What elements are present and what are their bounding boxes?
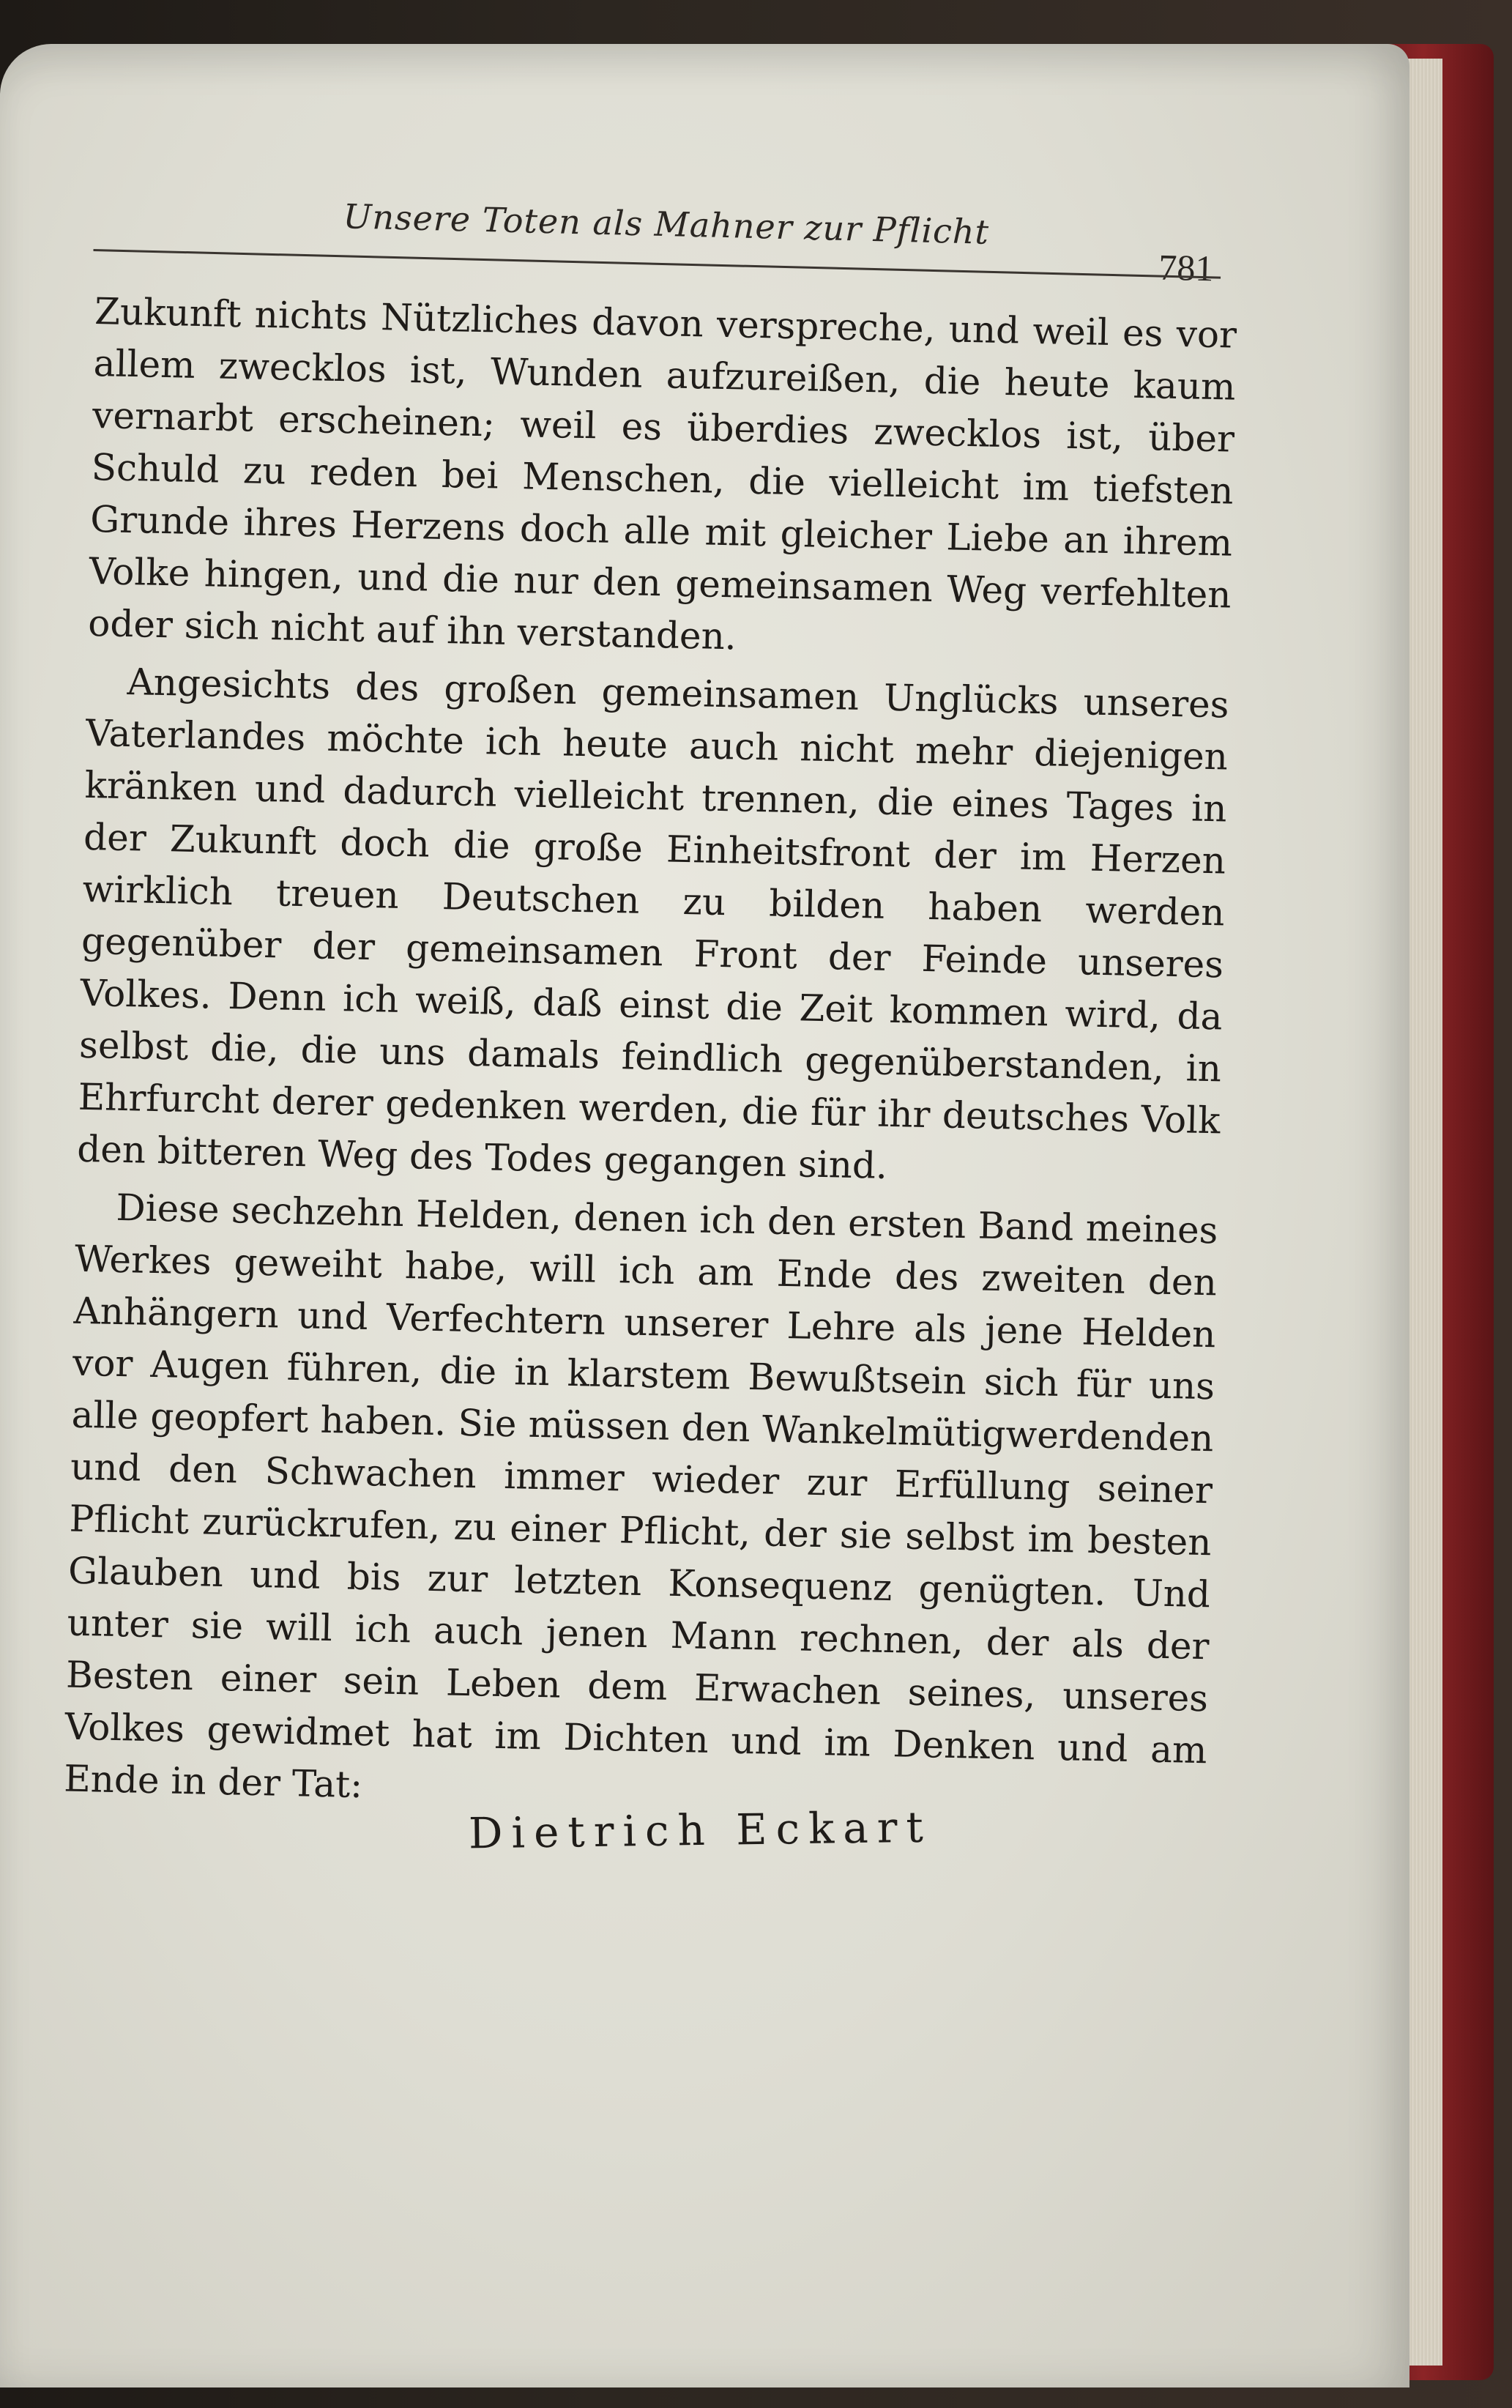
page-number: 781 bbox=[1158, 246, 1215, 289]
running-title: Unsere Toten als Mahner zur Pflicht bbox=[343, 196, 990, 252]
header-rule bbox=[93, 249, 1221, 279]
paragraph-1: Zukunft nichts Nützliches davon verspreche, und weil es vor allem zwecklos ist, Wunden aufzureißen, die heute kaum vernarbt erscheinen; weil es überdies zwecklos ist, über Schuld zu reden bei Menschen, die vielleicht im tiefsten Grunde ihres Herzens doch alle mit gleicher Liebe an ihrem Volke hingen, und die nur den gemeinsamen Weg verfehlten oder sich nicht auf ihn verstanden. bbox=[87, 289, 1237, 658]
paragraph-3: Diese sechzehn Helden, denen ich den ersten Band meines Werkes geweiht habe, will ich am Ende des zweiten den Anhängern und Verfechtern unserer Lehre als jene Helden vor Augen führen, die in klarstem Bewußtsein sich für uns alle geopfert haben. Sie müssen den Wankelmütigwerdenden und den Schwachen immer wieder zur Erfüllung seiner Pflicht zurückrufen, zu einer Pflicht, der sie selbst im besten Glauben und bis zur letzten Konsequenz genügten. Und unter sie will ich auch jenen Mann rechnen, der als der Besten einer sein Leben dem Erwachen seines, unseres Volkes gewidmet hat im Dichten und im Denken und am Ende in der Tat: bbox=[63, 1186, 1218, 1807]
body-text bbox=[63, 286, 1237, 1835]
book-page bbox=[0, 44, 1409, 2387]
paragraph-2: Angesichts des großen gemeinsamen Unglücks unseres Vaterlandes möchte ich heute auch nicht mehr diejenigen kränken und dadurch vielleicht trennen, die eines Tages in der Zukunft doch die große Einheitsfront der im Herzen wirklich treuen Deutschen zu bilden haben werden gegenüber der gemeinsamen Front der Feinde unseres Volkes. Denn ich weiß, daß einst die Zeit kommen wird, da selbst die, die uns damals feindlich gegenüberstanden, in Ehrfurcht derer gedenken werden, die für ihr deutsches Volk den bitteren Weg des Todes gegangen sind. bbox=[76, 661, 1229, 1187]
dedication-name: Dietrich Eckart bbox=[468, 1802, 933, 1859]
